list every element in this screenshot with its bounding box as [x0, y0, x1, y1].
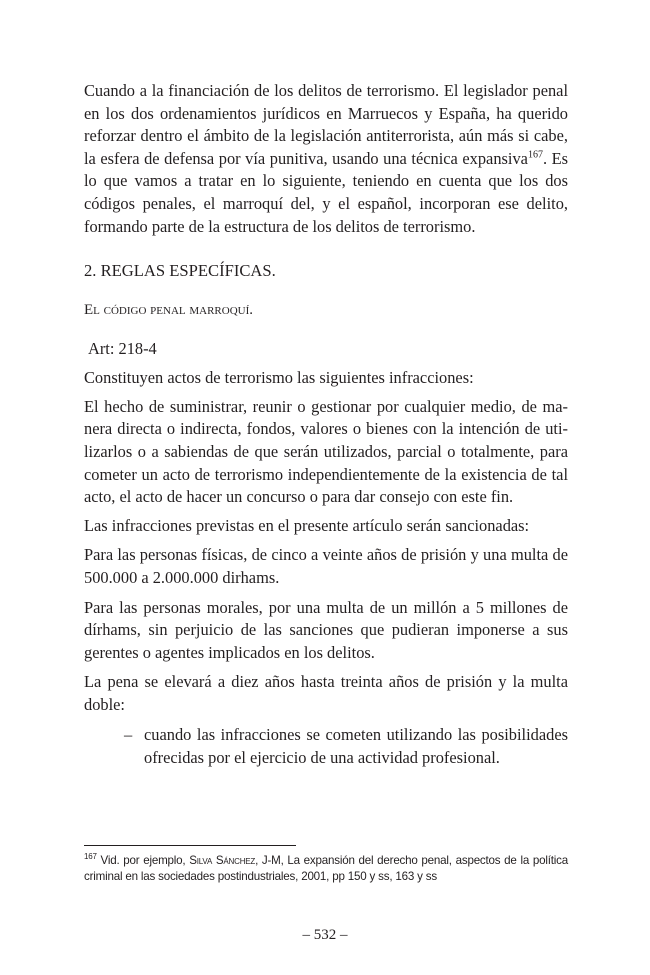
- footnote-text-continued: , J-M, La expansión del derecho penal, aspectos de la política criminal en las sociedades postindustriales, 2001, pp 150 y ss, 163 y ss: [84, 854, 568, 883]
- footnote-author: Silva Sánchez: [189, 854, 256, 867]
- paragraph-6: La pena se elevará a diez años hasta treinta años de prisión y la multa doble:: [84, 672, 568, 714]
- footnote-reference[interactable]: 167: [527, 149, 543, 161]
- list-item-text: cuando las infracciones se cometen utilizando las posibilidades ofrecidas por el ejercicio de una actividad profesional.: [144, 725, 568, 768]
- intro-text: Cuando a la financiación de los delitos de terrorismo. El legislador penal en los dos ordenamientos jurídicos en Marruecos y España, ha querido reforzar dentro el ámbito de la legislación antiterrorista, aún más si cabe, la esfera de defensa por vía punitiva, usando una técnica expansiva: [84, 81, 568, 168]
- list-dash: –: [124, 725, 133, 745]
- paragraph-2: El hecho de suministrar, reunir o gestionar por cualquier medio, de manera directa o indirecta, fondos, valores o bienes con la intención de utilizarlos o a sabiendas de que serán utilizados, parcial o totalmente, para cometer un acto de terrorismo independientemente de la existencia de tal acto, el acto de hacer un concurso o para dar consejo con este fin.: [84, 396, 568, 507]
- section-heading: 2. REGLAS ESPECÍFICAS.: [84, 261, 276, 281]
- footnote-divider: [84, 845, 296, 846]
- footnote-number: 167: [84, 852, 97, 862]
- page-number: – 532 –: [302, 927, 348, 943]
- paragraph-5: Para las personas morales, por una multa de un millón a 5 millones de dírhams, sin perjuicio de las sanciones que pudieran imponerse a sus gerentes o agentes implicados en los delitos.: [84, 597, 568, 662]
- page-body: [84, 80, 568, 770]
- list-item: [84, 724, 568, 769]
- intro-paragraph: [84, 80, 568, 238]
- paragraph-3: Las infracciones previstas en el presente artículo serán sancionadas:: [84, 515, 530, 535]
- paragraph-4: Para las personas físicas, de cinco a veinte años de prisión y una multa de 500.000 a 2.000.000 dirhams.: [84, 545, 568, 587]
- footnote-text: Vid. por ejemplo,: [96, 854, 190, 867]
- footnote: [84, 853, 568, 885]
- article-label: Art: 218-4: [88, 339, 157, 359]
- paragraph-1: Constituyen actos de terrorismo las siguientes infracciones:: [84, 368, 474, 388]
- intro-text-continued: . Es lo que vamos a tratar en lo siguiente, teniendo en cuenta que los dos códigos penales, el marroquí del, y el español, incorporan ese delito, formando parte de la estructura de los delitos de terrorismo.: [84, 148, 568, 236]
- subheading: El código penal marroquí.: [84, 302, 253, 319]
